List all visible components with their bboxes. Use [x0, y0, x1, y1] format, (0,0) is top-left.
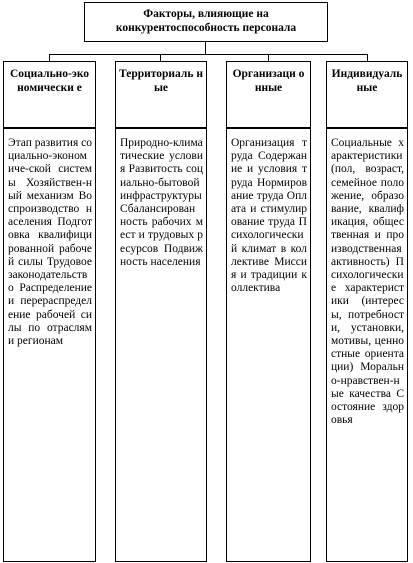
column-items-text: Организация труда Содержание и условия труда Нормирование труда Оплата и стимулирование труда Психологический климат в коллективе Миссия и традиции коллектива	[231, 137, 307, 295]
column-header-individual	[326, 61, 408, 128]
column-body-territorial	[115, 128, 207, 562]
column-header-organizational	[226, 61, 311, 128]
column-header-territorial	[115, 61, 207, 128]
connector-bus	[49, 54, 368, 55]
column-items-text: Социальные характеристики (пол, возраст, семейное положение, образование, квалификация, общественная и производственная активность) Психологические характеристики (интересы, потребности, установки, мотивы, ценностные ориентации) Морально-нравствен-ные качества Состояние здоровья	[331, 137, 404, 427]
connector-trunk	[205, 42, 206, 54]
column-header-socio-economic	[3, 61, 96, 128]
connector-drop-1	[49, 54, 50, 61]
column-body-organizational	[226, 128, 311, 562]
column-body-individual	[326, 128, 408, 562]
connector-drop-2	[160, 54, 161, 61]
title-box	[84, 2, 328, 42]
column-items-text: Этап развития социально-экономиче-ской системы Хозяйствен-ный механизм Воспроизводство населения Подготовка квалифицированной рабочей силы Трудовое законодательство Распределение и перераспределение рабочей силы по отраслям и регионам	[8, 137, 92, 348]
diagram-title: Факторы, влияющие на конкурентоспособность персонала	[115, 8, 297, 34]
column-body-socio-economic	[3, 128, 96, 562]
connector-drop-3	[268, 54, 269, 61]
column-header-label: Социально-экономически е	[9, 68, 90, 94]
column-header-label: Индивидуальные	[331, 68, 403, 94]
column-header-label: Территориаль ные	[119, 68, 203, 94]
column-items-text: Природно-климатические условия Развитость социально-бытовой инфраструктуры Сбалансирован ность рабочих мест и трудовых ресурсов Подвижность населения	[120, 137, 203, 268]
connector-drop-4	[367, 54, 368, 61]
column-header-label: Организаци онные	[232, 68, 305, 94]
